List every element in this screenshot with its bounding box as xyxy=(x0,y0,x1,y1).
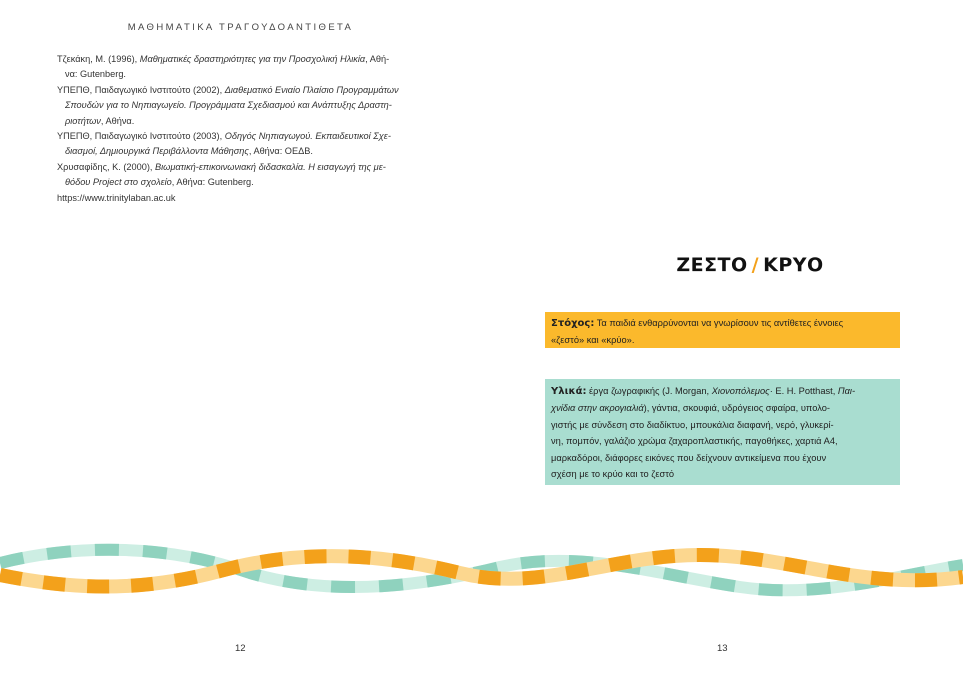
running-head: ΜΑΘΗΜΑΤΙΚΑ ΤΡΑΓΟΥΔΟΑΝΤΙΘΕΤΑ xyxy=(127,22,354,33)
page-number: 12 xyxy=(235,643,246,654)
materials-box: Υλικά: έργα ζωγραφικής (J. Morgan, Χιονοπόλεμος· E. H. Potthast, Παι- χνίδια στην ακρογιαλιά), γάντια, σκουφιά, υδρόγειος σφαίρα, υπολο- γιστής με σύνδεση στο διαδίκτυο, μπουκάλια διαφανή, νερό, γλυκερί- νη, πομπόν, γαλάζιο χρώμα ζαχαροπλαστικής, παγοθήκες, χαρτιά Α4, μαρκαδόροι, διάφορες εικόνες που δείχνουν αντικείμενα που έχουν σχέση με το κρύο και το ζεστό xyxy=(545,379,900,485)
reference-item: Τζεκάκη, Μ. (1996), Μαθηματικές δραστηριότητες για την Προσχολική Ηλικία, Αθή- να: Gutenberg. xyxy=(57,54,390,80)
reference-list xyxy=(57,52,430,206)
reference-item: ΥΠΕΠΘ, Παιδαγωγικό Ινστιτούτο (2003), Οδηγός Νηπιαγωγού. Εκπαιδευτικοί Σχε- διασμοί, Δημιουργικά Περιβάλλοντα Μάθησης, Αθήνα: ΟΕΔΒ. xyxy=(57,131,391,157)
materials-label: Υλικά: xyxy=(551,386,587,397)
goal-label: Στόχος: xyxy=(551,318,595,329)
decorative-wave-ribbons xyxy=(0,535,963,610)
page-number: 13 xyxy=(717,643,728,654)
activity-title: ΖΕΣΤΟ / ΚΡΥΟ xyxy=(676,254,824,276)
goal-box: Στόχος: Τα παιδιά ενθαρρύνονται να γνωρίσουν τις αντίθετες έννοιες «ζεστό» και «κρύο». xyxy=(545,312,900,348)
reference-item: ΥΠΕΠΘ, Παιδαγωγικό Ινστιτούτο (2002), Διαθεματικό Ενιαίο Πλαίσιο Προγραμμάτων Σπουδών για το Νηπιαγωγείο. Προγράμματα Σχεδιασμού και Ανάπτυξης Δραστη- ριοτήτων, Αθήνα. xyxy=(57,84,399,126)
reference-item: Χρυσαφίδης, Κ. (2000), Βιωματική-επικοινωνιακή διδασκαλία. Η εισαγωγή της με- θόδου Project στο σχολείο, Αθήνα: Gutenberg. xyxy=(57,161,386,188)
reference-link[interactable]: https://www.trinitylaban.ac.uk xyxy=(57,192,176,203)
